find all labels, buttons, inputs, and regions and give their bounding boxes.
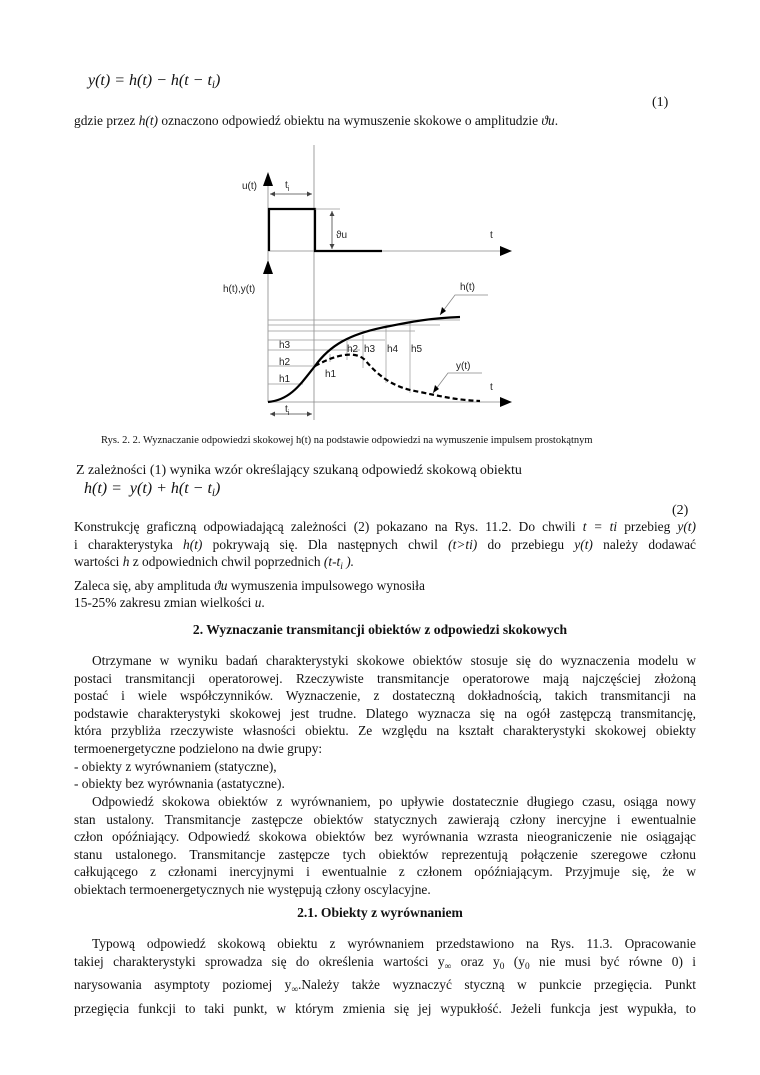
- equation-1-text: y(t) = h(t) − h(t − t: [88, 72, 212, 89]
- equation-1-sub: i: [211, 79, 216, 91]
- equation-2: [84, 480, 220, 499]
- label-y-curve: y(t): [456, 361, 471, 372]
- para6-line3: narysowania asymptoty poziomej $y_\infty.Należy$ także wyznaczyć styczną w punkcie przegięcia. Punkt: [74, 977, 696, 996]
- equation-1-number: (1): [652, 95, 669, 110]
- label-h-curve: h(t): [460, 282, 475, 293]
- para6-line4: przegięcia funkcji to taki punkt, w którym zmienia się jej wypukłość. Jeżeli funkcja jest wypukła, to: [74, 1000, 696, 1016]
- section-heading-2-1: 2.1. Obiekty z wyrównaniem: [297, 905, 463, 920]
- para5-line: stanu ustalonego. Transmitancje zastępcze tych obiektów reprezentują połączenie szeregowe członu: [74, 846, 696, 862]
- para6-line2: takiej charakterystyki sprowadza się do określenia wartości $y_\infty$ oraz $y_0$ ($y_0$ nie musi być równe 0) i: [74, 953, 696, 972]
- equation-2-close: ): [215, 480, 221, 497]
- label-left-h3: h3: [279, 340, 291, 351]
- equation-2-sub: i: [211, 487, 216, 499]
- label-seg-h4: h4: [387, 344, 399, 355]
- pulse-curve: [269, 209, 382, 251]
- label-h-axis: h(t),y(t): [223, 284, 256, 295]
- para4-line: która przybliża rzeczywiste własności obiektu. Ze względu na kształt charakterystyki skokowej obiekty: [74, 723, 696, 739]
- para3-line1: Konstrukcję graficzną odpowiadającą zależności (2) pokazano na Rys. 11.2. Do chwili t = ti przebieg y(t): [74, 519, 696, 534]
- paragraph-2: Z zależności (1) wynika wzór określający szukaną odpowiedź skokową obiektu: [76, 463, 522, 478]
- para3-line4: Zaleca się, aby amplituda ϑu wymuszenia impulsowego wynosiła: [74, 577, 425, 593]
- label-left-h1: h1: [279, 374, 291, 385]
- para6-line1: Typową odpowiedź skokową obiektu z wyrównaniem przedstawiono na Rys. 11.3. Opracowanie: [92, 936, 696, 951]
- figure-caption: Rys. 2. 2. Wyznaczanie odpowiedzi skokowej h(t) na podstawie odpowiedzi na wymuszenie impulsem prostokątnym: [101, 435, 593, 446]
- para5-line: stan ustalony. Transmitancje zastępcze obiektów statycznych zawierają człony inercyjne i ewentualnie: [74, 811, 696, 827]
- para1-symbol: ϑu: [541, 113, 555, 128]
- para5-line: Odpowiedź skokowa obiektów z wyrównaniem, po upływie dostatecznie długiego czasu, osiąga nowy: [92, 794, 696, 809]
- para5-line: całkującego z członami inercyjnymi i ewentualnie z członem opóźniającym. Przyjmuje się, że w: [74, 864, 696, 880]
- equation-2-number: (2): [672, 503, 689, 518]
- para4-line: podstawie charakterystyki skokowej jest trudne. Dlatego wyznacza się na ogół zastępczą transmitancję,: [74, 705, 696, 721]
- paragraph-3: [74, 518, 696, 612]
- label-ti-top: $t_i$: [285, 180, 290, 193]
- para5-line: obiektach termoenergetycznych nie występują człony oscylacyjne.: [74, 881, 431, 897]
- para4-line: Otrzymane w wyniku badań charakterystyki skokowe obiektów stosuje się do wyznaczenia modelu w: [92, 653, 696, 668]
- para1-suffix: .: [554, 113, 559, 128]
- label-du: ϑu: [336, 230, 348, 241]
- label-left-h2: h2: [279, 357, 291, 368]
- para5-line: człon opóźniający. Odpowiedź skokowa obiektów bez wyrównania wzrasta nieograniczenie nie osiągając: [74, 829, 696, 845]
- label-seg-h2: h2: [347, 344, 359, 355]
- list-item-astatic: - obiekty bez wyrównania (astatyczne).: [74, 776, 285, 792]
- list-item-static: - obiekty z wyrównaniem (statyczne),: [74, 758, 277, 774]
- para4-line: postać i wiele współczynników. Wyznaczenie, z dostateczną dokładnością, takich transmitancji na: [74, 688, 696, 704]
- h-axis-arrow-icon: [263, 260, 273, 274]
- para1-prefix: gdzie przez: [74, 113, 139, 128]
- para3-line2: i charakterystyka h(t) pokrywają się. Dla następnych chwil (t>ti) do przebiegu y(t) należy dodawać: [74, 536, 696, 552]
- para1-middle: oznaczono odpowiedź obiektu na wymuszenie skokowe o amplitudzie: [158, 113, 542, 128]
- h-segment-lines: [330, 322, 410, 393]
- t-axis-bottom-arrow-icon: [500, 397, 512, 407]
- u-axis-arrow-icon: [263, 172, 273, 186]
- equation-1-close: ): [215, 72, 221, 89]
- t-axis-top-arrow-icon: [500, 246, 512, 256]
- label-t-top: t: [490, 230, 493, 241]
- para4-line: postaci transmitancji operatorowej. Rzeczywiste transmitancje operatorowe mają najczęściej złożoną: [74, 670, 696, 686]
- figure-diagram: [0, 0, 760, 430]
- para1-ht: h(t): [138, 113, 159, 128]
- para4-line: termoenergetyczne podzielono na dwie grupy:: [74, 740, 323, 756]
- para3-line5: 15-25% zakresu zmian wielkości u.: [74, 595, 265, 611]
- label-u-axis: u(t): [242, 181, 257, 192]
- label-seg-h3: h3: [364, 344, 376, 355]
- label-seg-h1: h1: [325, 369, 337, 380]
- para3-line3: wartości h z odpowiednich chwil poprzednich ($t-t_i$ ).: [74, 554, 355, 573]
- equation-2-text: h(t) = y(t) + h(t − t: [84, 480, 212, 497]
- paragraph-5: [74, 793, 696, 899]
- paragraph-6: [74, 935, 696, 1017]
- label-t-bottom: t: [490, 382, 493, 393]
- label-ti-bottom: $t_i$: [285, 404, 290, 417]
- section-heading-2: 2. Wyznaczanie transmitancji obiektów z odpowiedzi skokowych: [192, 622, 568, 637]
- label-seg-h5: h5: [411, 344, 423, 355]
- paragraph-4: [74, 652, 696, 793]
